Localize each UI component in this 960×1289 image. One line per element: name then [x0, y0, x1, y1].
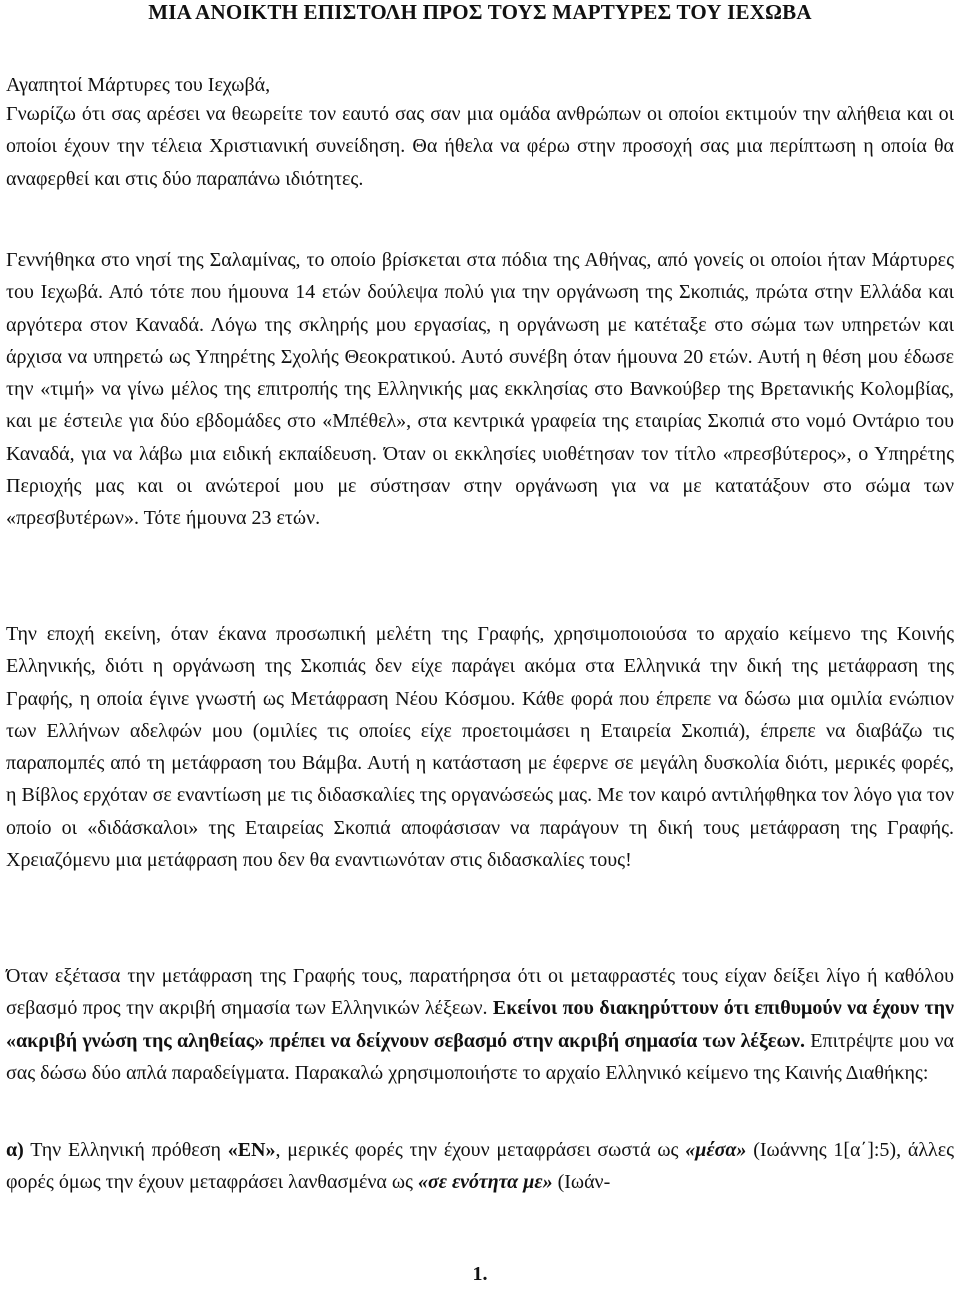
example-label: α) — [6, 1139, 24, 1161]
example-text: (Ιωάν- — [557, 1171, 611, 1194]
document-title: ΜΙΑ ΑΝΟΙΚΤΗ ΕΠΙΣΤΟΛΗ ΠΡΟΣ ΤΟΥΣ ΜΑΡΤΥΡΕΣ ΤΟΥ ΙΕΧΩΒΑ — [148, 0, 812, 24]
page-number: 1. — [472, 1263, 488, 1285]
example-quote-wrong: «σε ενότητα με» — [417, 1171, 553, 1194]
example-text: (Ιωάννης 1[α΄]:5), άλλες φορές όμως την έχουν μεταφράσει λανθασμένα ως — [6, 1139, 955, 1194]
paragraph-examination-emphasis: Εκείνοι που διακηρύττουν ότι επιθυμούν να έχουν την «ακριβή γνώση της αληθείας» πρέπει να δείχνουν σεβασμό στην ακριβή σημασία των λέξεων. — [6, 997, 954, 1052]
paragraph-biography: Γεννήθηκα στο νησί της Σαλαμίνας, το οποίο βρίσκεται στα πόδια της Αθήνας, από γονείς οι οποίοι ήταν Μάρτυρες του Ιεχωβά. Από τότε που ήμουνα 14 ετών δούλεψα πολύ για την οργάνωση της Σκοπιάς, πρώτα στην Ελλάδα και αργότερα στον Καναδά. Λόγω της σκληρής μου εργασίας, η οργάνωση με κατέταξε στο σώμα των υπηρετών και άρχισα να υπηρετώ ως Υπηρέτης Σχολής Θεοκρατικού. Αυτό συνέβη όταν ήμουνα 20 ετών. Αυτή η θέση μου έδωσε την «τιμή» να γίνω μέλος της επιτροπής της Ελληνικής μας εκκλησίας στο Βανκούβερ της Βρετανικής Κολομβίας, και με έστειλε για δύο εβδομάδες στο «Μπέθελ», στα κεντρικά γραφεία της εταιρίας Σκοπιά στο νομό Οντάριο του Καναδά, για να λάβω μια ειδική εκπαίδευση. Όταν οι εκκλησίες υιοθέτησαν τον τίτλο «πρεσβύτερος», ο Υπηρέτης Περιοχής μας και οι ανώτεροί μου με σύστησαν στην οργάνωση για να με κατατάξουν στο σώμα των «πρεσβυτέρων». Τότε ήμουνα 23 ετών. — [6, 249, 954, 530]
example-quote-correct: «μέσα» — [685, 1139, 747, 1161]
paragraph-translation: Την εποχή εκείνη, όταν έκανα προσωπική μελέτη της Γραφής, χρησιμοποιούσα το αρχαίο κείμενο της Κοινής Ελληνικής, διότι η οργάνωση της Σκοπιάς δεν είχε παράγει ακόμα στα Ελληνικά την δική της μετάφραση της Γραφής, η οποία έγινε γνωστή ως Μετάφραση Νέου Κόσμου. Κάθε φορά που έπρεπε να δώσω μια ομιλία ενώπιον των Ελλήνων αδελφών μου (ομιλίες τις οποίες είχε προετοιμάσει η Εταιρεία Σκοπιά), έπρεπε να διαβάζω τις παραπομπές από τη μετάφραση του Βάμβα. Αυτή η κατάσταση με έφερνε σε μεγάλη δυσκολία διότι, μερικές φορές, η Βίβλος ερχόταν σε εναντίωση με τις διδασκαλίες της οργανώσεώς μας. Με τον καιρό αντιλήφθηκα τον λόγο για τον οποίο οι «διδάσκαλοι» της Εταιρείας Σκοπιά αποφάσισαν να παράγουν τη δική τους μετάφραση της Γραφής. Χρειαζόμενυ μια μετάφραση που δεν θα εναντιωνόταν στις διδασκαλίες τους! — [6, 623, 954, 872]
example-greek-word: «ΕΝ» — [227, 1139, 276, 1161]
example-text: , μερικές φορές την έχουν μεταφράσει σωστά ως — [275, 1139, 679, 1161]
paragraph-examination — [6, 960, 954, 1089]
example-text: Την Ελληνική πρόθεση — [30, 1139, 221, 1161]
paragraph-intro: Γνωρίζω ότι σας αρέσει να θεωρείτε τον εαυτό σας σαν μια ομάδα ανθρώπων οι οποίοι εκτιμούν την αλήθεια και οι οποίοι έχουν την τέλεια Χριστιανική συνείδηση. Θα ήθελα να φέρω στην προσοχή σας μια περίπτωση η οποία θα αναφερθεί και στις δύο παραπάνω ιδιότητες. — [6, 103, 954, 190]
paragraph-examination-text: Όταν εξέτασα την μετάφραση της Γραφής τους, παρατήρησα ότι οι μεταφραστές τους είχαν δείξει λίγο ή καθόλου σεβασμό προς την ακριβή σημασία των Ελληνικών λέξεων. — [6, 965, 954, 1020]
paragraph-example-a — [6, 1134, 954, 1199]
salutation: Αγαπητοί Μάρτυρες του Ιεχωβά, — [6, 74, 271, 96]
paragraph-examination-text-end: Επιτρέψτε μου να σας δώσω δύο απλά παραδείγματα. Παρακαλώ χρησιμοποιήστε το αρχαίο Ελληνικό κείμενο της Καινής Διαθήκης: — [6, 1029, 954, 1084]
